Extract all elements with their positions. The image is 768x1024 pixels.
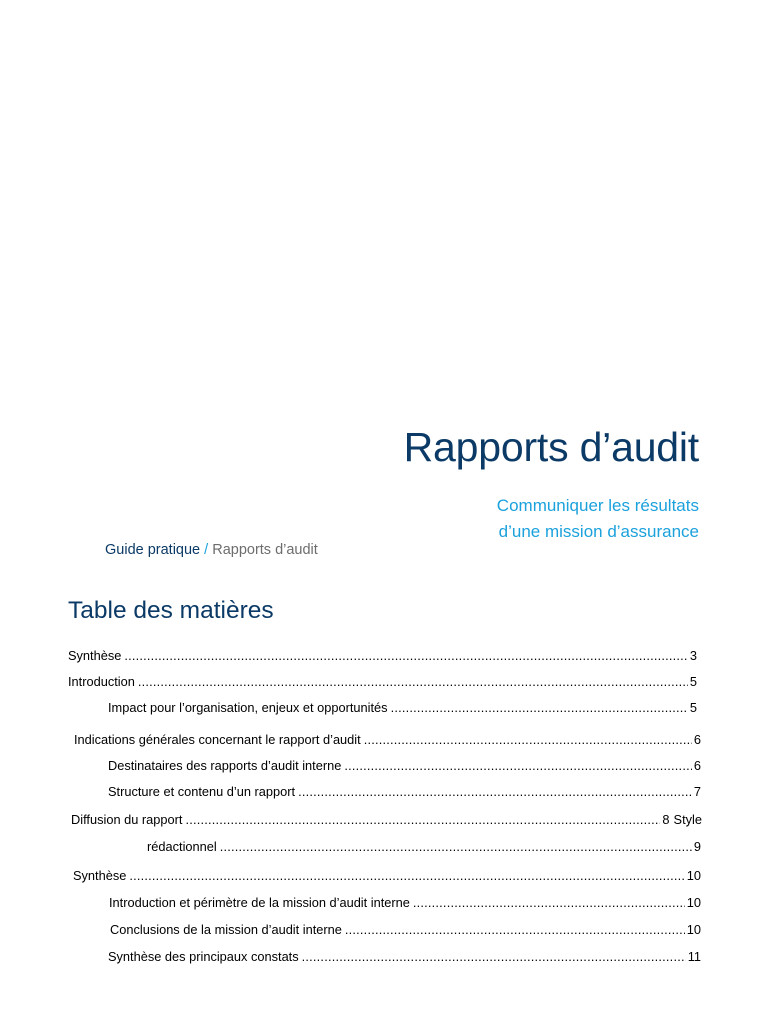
toc-entry-impact[interactable] bbox=[108, 699, 697, 717]
toc-leader-dots bbox=[364, 731, 692, 749]
toc-entry-label: rédactionnel bbox=[147, 839, 217, 854]
toc-entry-page: 10 bbox=[686, 895, 701, 910]
toc-leader-dots bbox=[185, 811, 660, 829]
document-subtitle bbox=[497, 493, 699, 545]
toc-entry-label: Introduction bbox=[68, 674, 135, 689]
toc-leader-dots bbox=[129, 867, 684, 885]
toc-entry-page: 9 bbox=[693, 839, 701, 854]
toc-leader-dots bbox=[138, 673, 688, 691]
breadcrumb bbox=[105, 542, 318, 558]
toc-heading: Table des matières bbox=[68, 597, 274, 624]
toc-entry-page: 5 bbox=[689, 674, 697, 689]
toc-entry-label: Synthèse bbox=[73, 868, 127, 883]
toc-entry-label: Diffusion du rapport bbox=[71, 812, 183, 827]
toc-entry-label: Synthèse des principaux constats bbox=[108, 949, 299, 964]
toc-entry-page: 11 bbox=[687, 949, 701, 964]
toc-entry-principaux-constats[interactable] bbox=[108, 948, 701, 966]
toc-entry-introduction-perimetre[interactable] bbox=[109, 894, 701, 912]
toc-entry-label: Synthèse bbox=[68, 648, 122, 663]
toc-entry-extra: Style bbox=[673, 812, 702, 827]
breadcrumb-separator: / bbox=[204, 542, 209, 558]
toc-leader-dots bbox=[298, 783, 692, 801]
toc-entry-page: 7 bbox=[693, 784, 701, 799]
toc-leader-dots bbox=[220, 838, 692, 856]
toc-entry-indications-generales[interactable] bbox=[74, 731, 701, 749]
toc-entry-structure[interactable] bbox=[108, 783, 701, 801]
subtitle-line-2: d’une mission d’assurance bbox=[498, 522, 699, 541]
toc-entry-page: 3 bbox=[689, 648, 697, 663]
toc-entry-destinataires[interactable] bbox=[108, 757, 701, 775]
toc-entry-redactionnel[interactable] bbox=[147, 838, 701, 856]
toc-entry-label: Introduction et périmètre de la mission d’audit interne bbox=[109, 895, 410, 910]
toc-entry-synthese[interactable] bbox=[68, 647, 697, 665]
subtitle-line-1: Communiquer les résultats bbox=[496, 496, 699, 515]
toc-entry-label: Indications générales concernant le rapport d’audit bbox=[74, 732, 361, 747]
toc-leader-dots bbox=[344, 757, 692, 775]
toc-entry-page: 6 bbox=[693, 758, 701, 773]
toc-leader-dots bbox=[413, 894, 685, 912]
toc-entry-label: Impact pour l’organisation, enjeux et opportunités bbox=[108, 700, 388, 715]
toc-entry-page: 5 bbox=[689, 700, 697, 715]
document-title: Rapports d’audit bbox=[403, 424, 699, 470]
toc-leader-dots bbox=[124, 647, 688, 665]
breadcrumb-current: Rapports d’audit bbox=[212, 542, 318, 558]
toc-entry-page: 8 bbox=[662, 812, 670, 827]
toc-leader-dots bbox=[345, 921, 685, 939]
toc-entry-page: 10 bbox=[686, 922, 701, 937]
breadcrumb-guide: Guide pratique bbox=[105, 542, 201, 558]
toc-entry-label: Conclusions de la mission d’audit interne bbox=[110, 922, 342, 937]
toc-entry-page: 6 bbox=[693, 732, 701, 747]
toc-entry-label: Structure et contenu d’un rapport bbox=[108, 784, 296, 799]
toc-entry-conclusions[interactable] bbox=[110, 921, 701, 939]
toc-leader-dots bbox=[302, 948, 686, 966]
toc-entry-diffusion[interactable] bbox=[71, 811, 702, 829]
toc-entry-synthese-2[interactable] bbox=[73, 867, 701, 885]
toc-entry-page: 10 bbox=[686, 868, 701, 883]
toc-leader-dots bbox=[391, 699, 688, 717]
toc-entry-introduction[interactable] bbox=[68, 673, 697, 691]
toc-entry-label: Destinataires des rapports d’audit interne bbox=[108, 758, 342, 773]
